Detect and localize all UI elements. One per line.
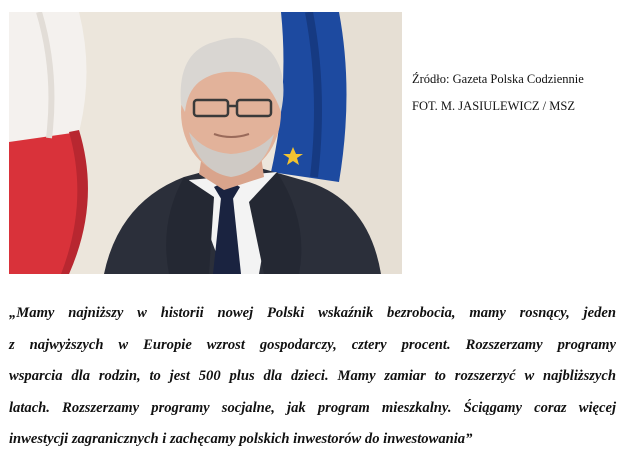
portrait-illustration [9,12,402,274]
quote-line: latach. Rozszerzamy programy socjalne, jak program mieszkalny. Ściągamy coraz więcej [9,399,616,416]
polish-flag [9,12,88,274]
photo-credit: FOT. M. JASIULEWICZ / MSZ [412,99,575,113]
quote-line: z najwyższych w Europie wzrost gospodarczy, cztery procent. Rozszerzamy programy [9,336,616,353]
quote-line: „Mamy najniższy w historii nowej Polski wskaźnik bezrobocia, mamy rosnący, jeden [9,305,616,321]
source-line: Źródło: Gazeta Polska Codziennie [412,72,584,86]
photo-caption [412,66,584,120]
quote-line: wsparcia dla rodzin, to jest 500 plus dla dzieci. Mamy zamiar to rozszerzyć w najbliższych [9,368,616,385]
quote-block [9,298,616,456]
quote-line: inwestycji zagranicznych i zachęcamy polskich inwestorów do inwestowania” [9,431,473,448]
portrait-photo [9,12,402,274]
